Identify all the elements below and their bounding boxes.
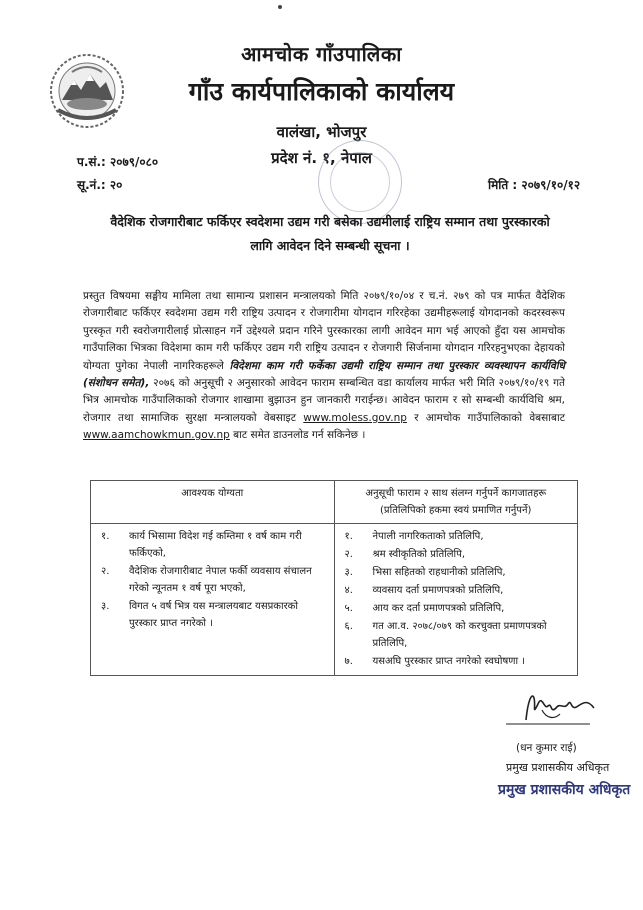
municipality-website-link[interactable]: www.aamchowkmun.gov.np: [83, 429, 230, 442]
list-item: [341, 528, 572, 545]
documents-list: [334, 524, 578, 676]
date-label: मिति :: [488, 178, 518, 192]
list-item: [341, 600, 572, 617]
item-number: ७.: [344, 656, 353, 667]
item-text: व्यवसाय दर्ता प्रमाणपत्रको प्रतिलिपि,: [372, 585, 504, 596]
item-text: आय कर दर्ता प्रमाणपत्रको प्रतिलिपि,: [372, 603, 505, 614]
list-item: [341, 564, 572, 581]
date-value: २०७९/१०/१२: [521, 178, 581, 192]
qualifications-header: आवश्यक योग्यता: [91, 481, 335, 524]
signatory-name: (धन कुमार राई): [516, 742, 577, 754]
list-item: [341, 546, 572, 563]
item-text: यसअघि पुरस्कार प्राप्त नगरेको स्वघोषणा ।: [372, 656, 526, 667]
item-text: श्रम स्वीकृतिको प्रतिलिपि,: [372, 549, 465, 560]
documents-header-line-2: (प्रतिलिपिको हकमा स्वयं प्रमाणित गर्नुपर्ने): [380, 505, 532, 516]
body-procedure-title: विदेशमा काम गरी फर्केका उद्यमी राष्ट्रिय सम्मान तथा पुरस्कार व्यवस्थापन कार्यविधि (संशोधन समेत),: [83, 359, 566, 390]
punch-mark: [278, 5, 282, 9]
item-number: १.: [101, 531, 110, 542]
item-text: विगत ५ वर्ष भित्र यस मन्त्रालयबाट यसप्रकारको पुरस्कार प्राप्त नगरेको ।: [129, 601, 298, 629]
list-item: [341, 618, 572, 652]
handwritten-signature: [498, 680, 608, 735]
item-text: भिसा सहितको राहधानीको प्रतिलिपि,: [372, 567, 506, 578]
notice-body: [83, 288, 565, 445]
item-number: ३.: [101, 601, 110, 612]
letter-number: [77, 153, 158, 170]
dispatch-number-label: सू.नं.:: [77, 178, 106, 192]
item-number: ४.: [344, 585, 353, 596]
letter-number-label: प.सं.:: [77, 155, 106, 169]
item-text: गत आ.व. २०७८/०७९ को करचुक्ता प्रमाणपत्रको प्रतिलिपि,: [372, 621, 547, 649]
item-number: ५.: [344, 603, 353, 614]
province-line: प्रदेश नं. १, नेपाल: [271, 149, 372, 167]
notice-subject: [70, 210, 590, 258]
subject-line-1: वैदेशिक रोजगारीबाट फर्किएर स्वदेशमा उद्यम गरी बसेका उद्यमीलाई राष्ट्रिय सम्मान तथा पुरस्कारको: [110, 214, 550, 229]
item-number: ६.: [344, 621, 353, 632]
body-text-3: र आमचोक गाउँपालिकाको वेबसाबाट: [414, 411, 565, 424]
designation-stamp: प्रमुख प्रशासकीय अधिकृत: [498, 782, 631, 798]
office-stamp-inner: [330, 152, 390, 212]
item-text: वैदेशिक रोजगारीबाट नेपाल फर्की व्यवसाय संचालन गरेको न्यूनतम १ वर्ष पूरा भएको,: [129, 566, 312, 594]
letter-number-value: २०७९/०८०: [110, 155, 159, 169]
list-item: [97, 563, 328, 597]
list-item: [97, 598, 328, 632]
body-text-2: २०७६ को अनुसूची २ अनुसारको आवेदन फाराम सम्बन्धित वडा कार्यालय मार्फत भरी मिति २०७९/१०/१९ गते भित्र आमचोक गाउँपालिकाको रोजगार शाखामा बुझाउन हुन जानकारी गराईन्छ। आवेदन फाराम र सो सम्बन्धी कार्यविधि श्रम, रोजगार तथा सामाजिक सुरक्षा मन्त्रालयको वेबसाइट: [83, 377, 565, 424]
item-text: कार्य भिसामा विदेश गई कम्तिमा १ वर्ष काम गरी फर्किएको,: [129, 531, 302, 559]
requirements-table: [90, 480, 578, 676]
moless-website-link[interactable]: www.moless.gov.np: [303, 411, 407, 424]
office-name: गाँउ कार्यपालिकाको कार्यालय: [188, 77, 455, 106]
subject-line-2: लागि आवेदन दिने सम्बन्धी सूचना ।: [250, 238, 410, 253]
documents-header-line-1: अनुसूची फाराम २ साथ संलग्न गर्नुपर्ने कागजातहरू: [365, 488, 547, 499]
qualifications-list: [91, 524, 335, 676]
item-text: नेपाली नागरिकताको प्रतिलिपि,: [372, 531, 484, 542]
list-item: [97, 528, 328, 562]
dispatch-number: [77, 176, 122, 193]
item-number: १.: [344, 531, 353, 542]
item-number: २.: [101, 566, 110, 577]
letter-date: [488, 176, 580, 193]
list-item: [341, 582, 572, 599]
body-text-1: प्रस्तुत विषयमा सङ्घीय मामिला तथा सामान्य प्रशासन मन्त्रालयको मिति २०७९/१०/०४ र च.नं. २७९ को पत्र मार्फत वैदेशिक रोजगारीबाट फर्किएर स्वदेशमा उद्यम गरी राष्ट्रिय उत्पादन र रोजगारीमा योगदान गरिरहेका उद्यमीहरूलाई योगदानको कदरस्वरूप पुरस्कृत गरी स्वरोजगारीलाई प्रोत्साहन गर्ने उद्देश्यले प्रदान गरिने पुरस्कारका लागी आवेदन माग भई आएको हुँदा यस आमचोक गाउँपालिका भित्रका विदेशमा काम गरी फर्किएर उद्यम गरी राष्ट्रिय उत्पादन र रोजगारी सिर्जनामा योगदान गरिरहनुभएका देहायको योग्यता पुगेका नेपाली नागरिकहरूले: [83, 290, 565, 372]
office-address: वालंखा, भोजपुर: [276, 123, 367, 141]
municipality-name: आमचोक गाँउपालिका: [241, 42, 402, 66]
item-number: २.: [344, 549, 353, 560]
list-item: [341, 653, 572, 670]
documents-header: [334, 481, 578, 524]
dispatch-number-value: २०: [109, 178, 123, 192]
signatory-title: प्रमुख प्रशासकीय अधिकृत: [506, 761, 610, 774]
body-text-4: बाट समेत डाउनलोड गर्न सकिनेछ ।: [233, 429, 366, 442]
item-number: ३.: [344, 567, 353, 578]
